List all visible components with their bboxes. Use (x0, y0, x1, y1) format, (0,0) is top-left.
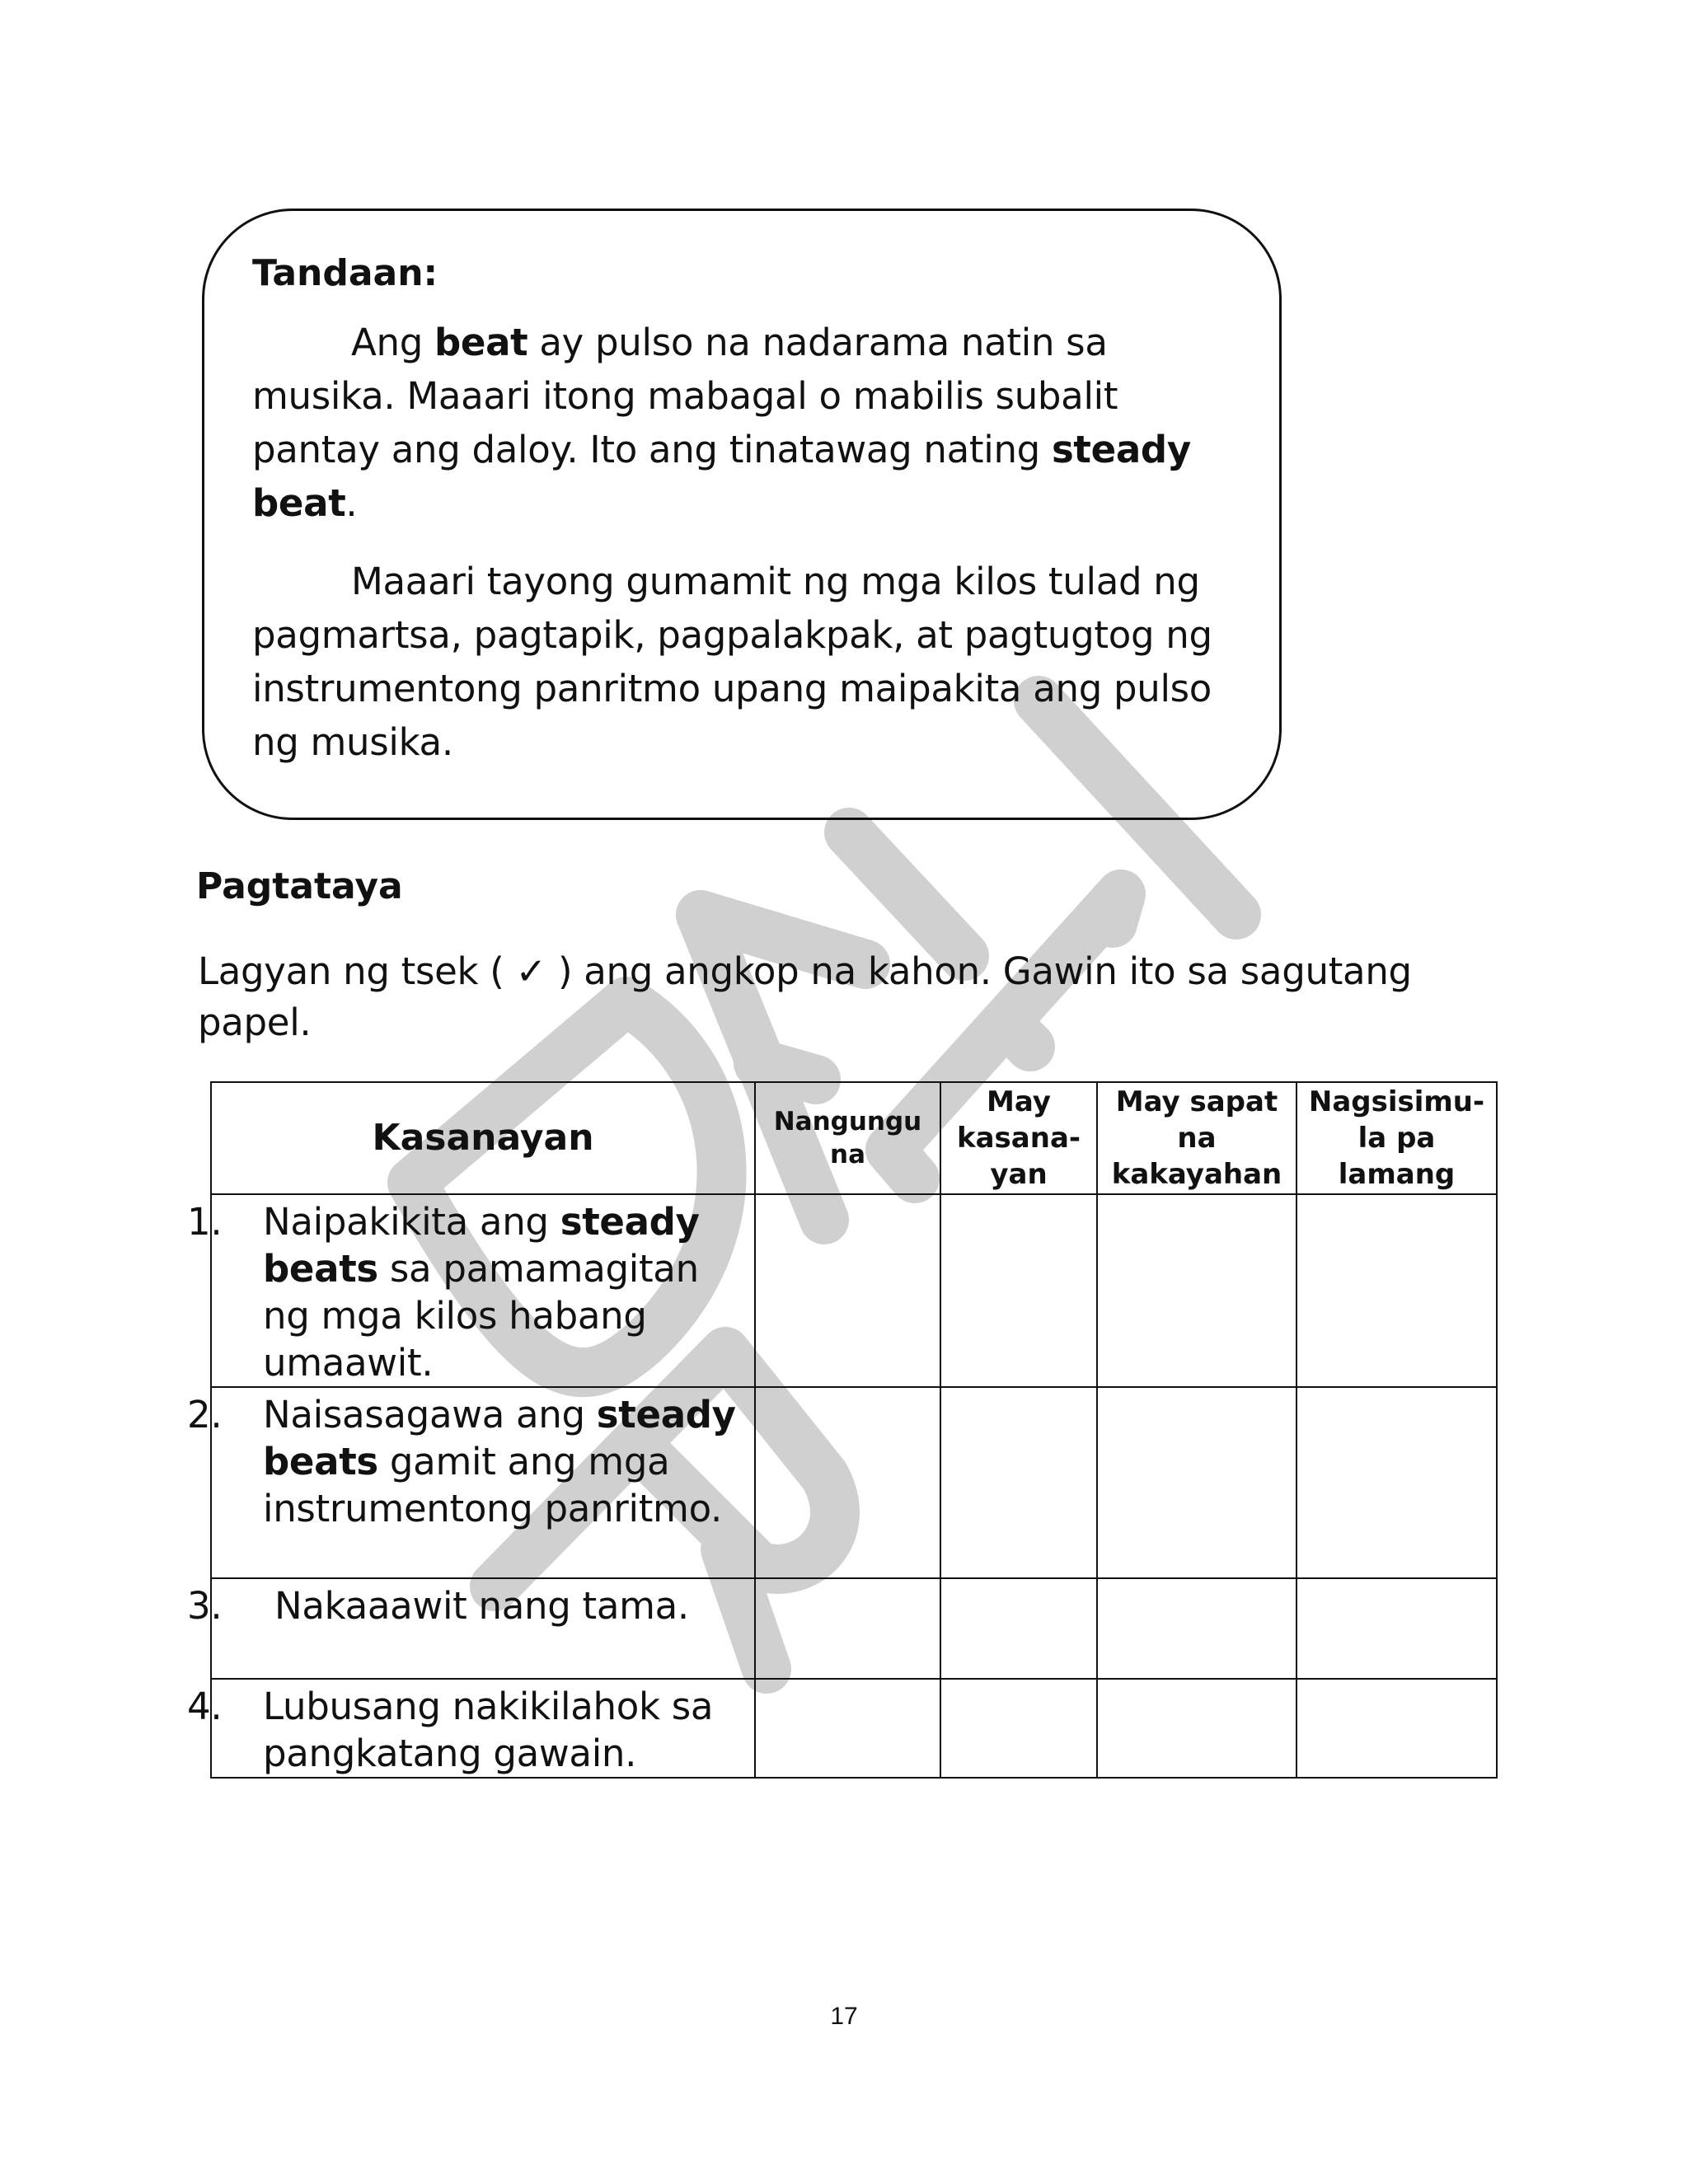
check-box-nagsisimula[interactable] (1296, 1578, 1497, 1679)
check-box-may-kasanayan[interactable] (940, 1387, 1097, 1578)
skill-cell: 4. Lubusang nakikilahok sa pangkatang gawain. (211, 1679, 755, 1778)
check-box-may-kasanayan[interactable] (940, 1679, 1097, 1778)
table-row (211, 1679, 1497, 1778)
header-kasanayan: Kasanayan (211, 1082, 755, 1194)
table-row (211, 1387, 1497, 1578)
reminder-paragraph-1: Ang beat ay pulso na nadarama natin sa musika. Maaari itong mabagal o mabilis subalit pantay ang daloy. Ito ang tinatawag nating steady beat. (252, 321, 1191, 525)
table-row (211, 1194, 1497, 1387)
header-nangunguna: Nangungu na (755, 1082, 940, 1194)
check-box-nangunguna[interactable] (755, 1679, 940, 1778)
page-number: 17 (830, 2003, 858, 2030)
header-may-kasanayan: May kasana- yan (940, 1082, 1097, 1194)
table-header-row (211, 1082, 1497, 1194)
check-box-may-sapat[interactable] (1097, 1387, 1296, 1578)
skill-cell: 1. Naipakikita ang steady beats sa pamamagitan ng mga kilos habang umaawit. (211, 1194, 755, 1387)
reminder-box (202, 209, 1282, 820)
check-box-may-sapat[interactable] (1097, 1194, 1296, 1387)
check-box-nagsisimula[interactable] (1296, 1387, 1497, 1578)
check-box-may-kasanayan[interactable] (940, 1578, 1097, 1679)
header-may-sapat-na-kakayahan: May sapat na kakayahan (1097, 1082, 1296, 1194)
assessment-instruction: Lagyan ng tsek ( ✓ ) ang angkop na kahon. Gawin ito sa sagutang papel. (198, 949, 1412, 1044)
table-row (211, 1578, 1497, 1679)
check-box-may-kasanayan[interactable] (940, 1194, 1097, 1387)
check-box-may-sapat[interactable] (1097, 1578, 1296, 1679)
skill-cell: 3. Nakaaawit nang tama. (211, 1578, 755, 1679)
check-box-nagsisimula[interactable] (1296, 1679, 1497, 1778)
check-box-nangunguna[interactable] (755, 1387, 940, 1578)
header-nagsisimula-pa-lamang: Nagsisimu- la pa lamang (1296, 1082, 1497, 1194)
check-box-nagsisimula[interactable] (1296, 1194, 1497, 1387)
assessment-table (187, 1081, 1498, 1779)
check-box-nangunguna[interactable] (755, 1194, 940, 1387)
check-box-may-sapat[interactable] (1097, 1679, 1296, 1778)
assessment-title: Pagtataya (196, 865, 403, 907)
reminder-paragraph-2: Maaari tayong gumamit ng mga kilos tulad ng pagmartsa, pagtapik, pagpalakpak, at pagtugtog ng instrumentong panritmo upang maipakita ang pulso ng musika. (252, 560, 1212, 764)
reminder-title: Tandaan: (252, 252, 438, 294)
skill-cell: 2. Naisasagawa ang steady beats gamit ang mga instrumentong panritmo. (211, 1387, 755, 1578)
check-box-nangunguna[interactable] (755, 1578, 940, 1679)
